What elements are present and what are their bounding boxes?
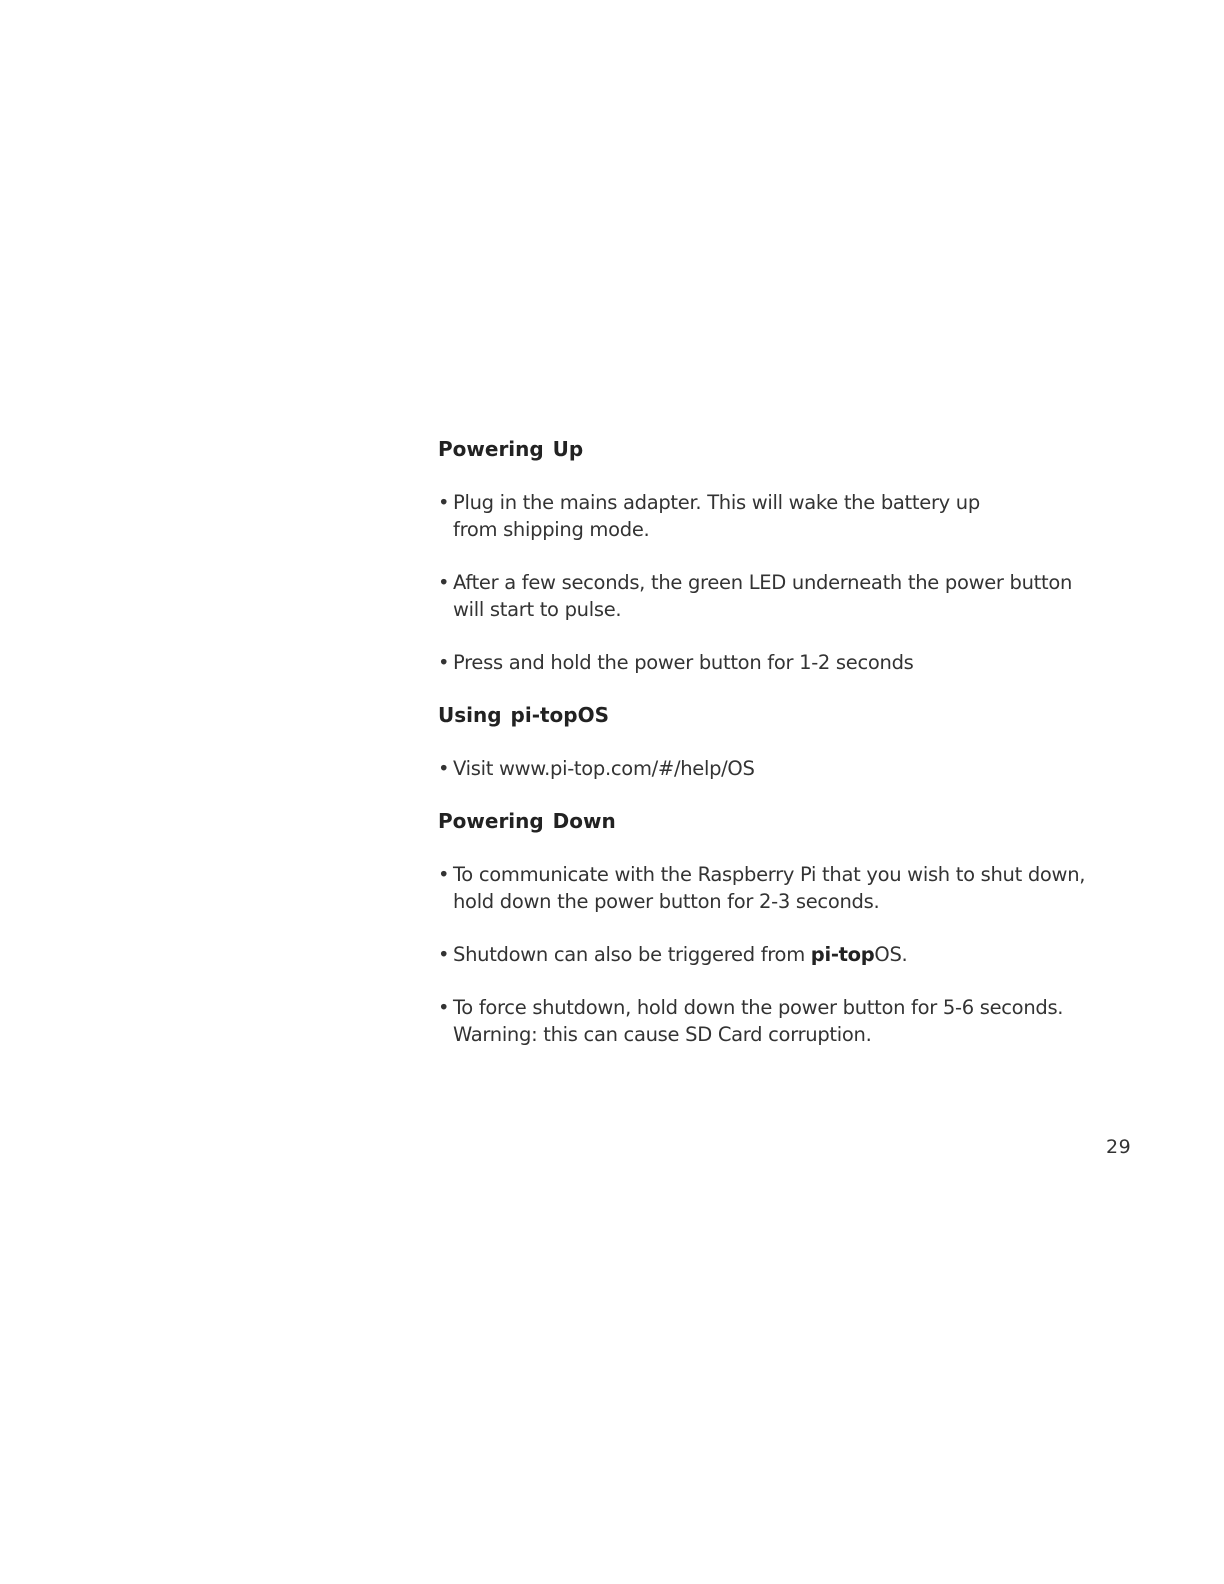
bullet-marker: • xyxy=(438,651,450,674)
list-item-line: Plug in the mains adapter. This will wake the battery up xyxy=(453,491,980,514)
section-heading-powering-up: Powering Up xyxy=(438,437,584,461)
list-item-line: To force shutdown, hold down the power button for 5-6 seconds. xyxy=(453,996,1064,1019)
list-item xyxy=(438,994,1118,1048)
list-item-line: hold down the power button for 2-3 seconds. xyxy=(453,890,880,913)
section-heading-using-pi-topos: Using pi-topOS xyxy=(438,703,610,727)
list-item xyxy=(438,861,1118,915)
list-item-line: Warning: this can cause SD Card corruption. xyxy=(453,1023,872,1046)
bullet-marker: • xyxy=(438,863,450,886)
list-item xyxy=(438,755,1118,782)
bullet-marker: • xyxy=(438,757,450,780)
bullet-marker: • xyxy=(438,491,450,514)
list-item-line: from shipping mode. xyxy=(453,518,650,541)
list-item-text: Shutdown can also be triggered from xyxy=(453,943,811,966)
list-item xyxy=(438,569,1118,623)
list-item xyxy=(438,941,1118,968)
list-item-line: Visit www.pi-top.com/#/help/OS xyxy=(453,757,755,780)
list-item-line xyxy=(453,941,1118,968)
list-item-line: Press and hold the power button for 1-2 seconds xyxy=(453,651,914,674)
bullet-marker: • xyxy=(438,571,450,594)
page-number: 29 xyxy=(1106,1136,1132,1158)
brand-name-pi-top: pi-top xyxy=(810,943,875,966)
section-heading-powering-down: Powering Down xyxy=(438,809,616,833)
bullet-marker: • xyxy=(438,996,450,1019)
list-item-line: After a few seconds, the green LED underneath the power button xyxy=(453,571,1073,594)
list-item-text: OS. xyxy=(874,943,908,966)
bullet-marker: • xyxy=(438,943,450,966)
page-content xyxy=(438,436,1118,1048)
list-item-line: will start to pulse. xyxy=(453,598,622,621)
list-item-line: To communicate with the Raspberry Pi that you wish to shut down, xyxy=(453,863,1086,886)
list-item xyxy=(438,649,1118,676)
list-item xyxy=(438,489,1118,543)
